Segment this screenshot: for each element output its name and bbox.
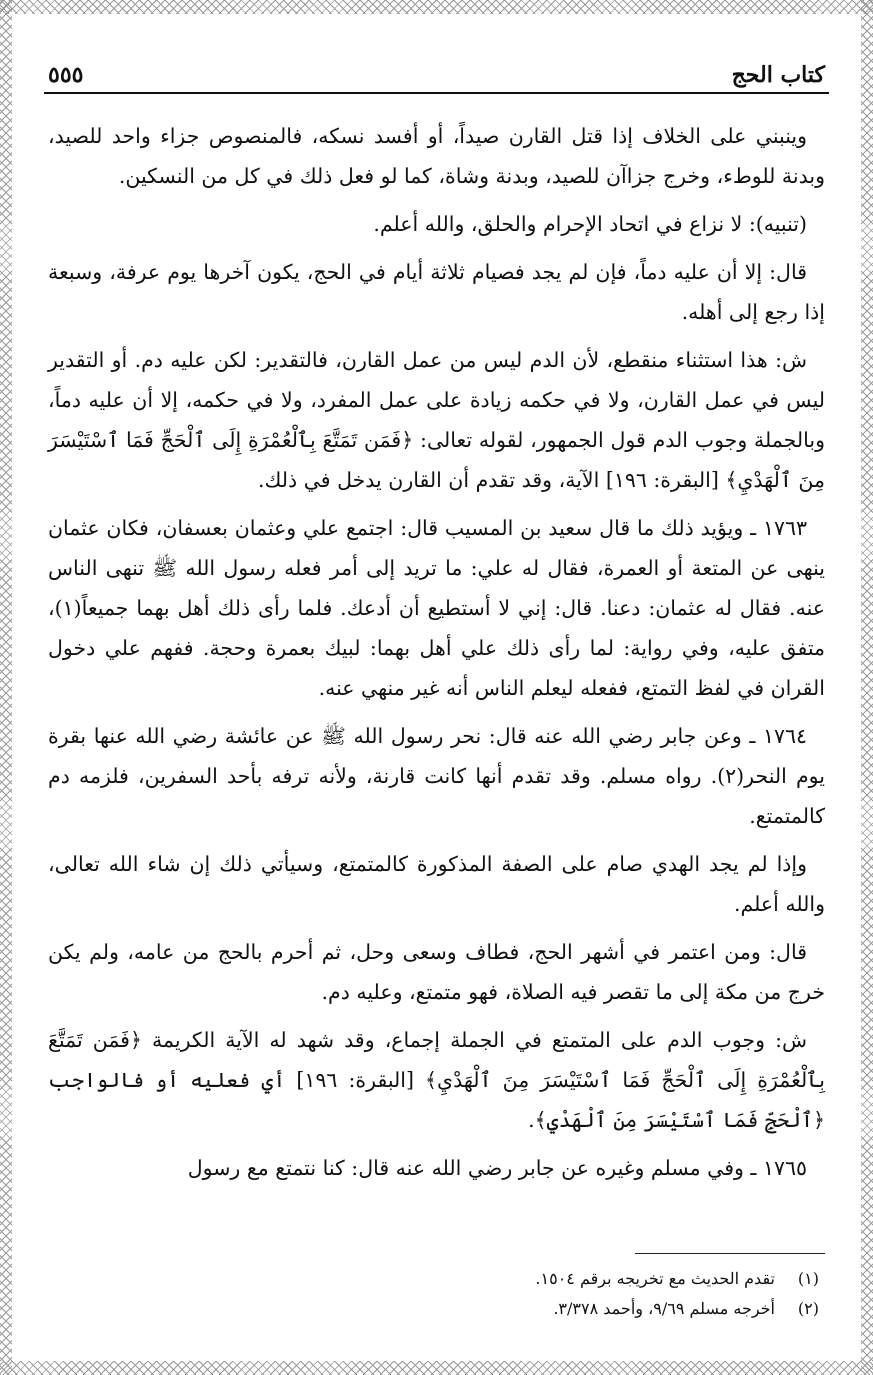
footnote-number: (١) [797,1269,819,1288]
decorative-border-left [0,0,12,1375]
footnote-number: (٢) [797,1299,819,1318]
page-header [44,48,829,94]
decorative-border-top [0,0,873,14]
decorative-border-right [861,0,873,1375]
footnote-divider [635,1253,825,1254]
paragraph: ١٧٦٤ ـ وعن جابر رضي الله عنه قال: نحر رسول الله ﷺ عن عائشة رضي الله عنها بقرة يوم النحر(٢). رواه مسلم. وقد تقدم أنها كانت قارنة، ولأنه ترفه بأحد السفرين، فلزمه دم كالمتمتع. [48,724,825,828]
footnote [44,1264,829,1294]
chapter-title: كتاب الحج [731,62,825,88]
footnote-text: تقدم الحديث مع تخريجه برقم ١٥٠٤. [535,1269,775,1288]
page-number: ٥٥٥ [48,62,84,88]
paragraph: قال: إلا أن عليه دماً، فإن لم يجد فصيام ثلاثة أيام في الحج، يكون آخرها يوم عرفة، وسبعة إذا رجع إلى أهله. [48,260,825,324]
page-body [44,116,829,1188]
footnote [44,1294,829,1324]
footnotes [44,1253,829,1324]
paragraph: قال: ومن اعتمر في أشهر الحج، فطاف وسعى وحل، ثم أحرم بالحج من عامه، ولم يكن خرج من مكة إلى ما تقصر فيه الصلاة، فهو متمتع، وعليه دم. [48,940,825,1004]
footnote-text: أخرجه مسلم ٩/٦٩، وأحمد ٣/٣٧٨. [553,1299,775,1318]
paragraph: ١٧٦٣ ـ ويؤيد ذلك ما قال سعيد بن المسيب قال: اجتمع علي وعثمان بعسفان، فكان عثمان ينهى عن المتعة أو العمرة، فقال له علي: ما تريد إلى أمر فعله رسول الله ﷺ تنهى الناس عنه. فقال له عثمان: دعنا. قال: إني لا أستطيع أن أدعك. فلما رأى ذلك أهل بهما جميعاً(١)، متفق عليه، وفي رواية: لما رأى ذلك علي أهل بهما: لبيك بعمرة وحجة. ففهم علي دخول القران في لفظ التمتع، ففعله ليعلم الناس أنه غير منهي عنه. [48,516,825,700]
paragraph: ش: هذا استثناء منقطع، لأن الدم ليس من عمل القارن، فالتقدير: لكن عليه دم. أو التقدير ليس في عمل القارن، ولا في حكمه زيادة على عمل المفرد، ولا في حكمه، إلا أن عليه دماً، وبالجملة وجوب الدم قول الجمهور، لقوله تعالى: ﴿فَمَن تَمَتَّعَ بِٱلْعُمْرَةِ إِلَى ٱلْحَجِّ فَمَا ٱسْتَيْسَرَ مِنَ ٱلْهَدْيِ﴾ [البقرة: ١٩٦] الآية، وقد تقدم أن القارن يدخل في ذلك. [48,348,825,492]
paragraph: ش: وجوب الدم على المتمتع في الجملة إجماع، وقد شهد له الآية الكريمة ﴿فَمَن تَمَتَّعَ بِٱلْعُمْرَةِ إِلَى ٱلْحَجِّ فَمَا ٱسْتَيْسَرَ مِنَ ٱلْهَدْيِ﴾ [البقرة: ١٩٦] أي فعليه أو فالواجب ﴿ٱلْحَجِّ فَمَا ٱسْتَيْسَرَ مِنَ ٱلْهَدْيِ﴾. [48,1028,825,1132]
book-page [44,48,829,1348]
paragraph: وينبني على الخلاف إذا قتل القارن صيداً، أو أفسد نسكه، فالمنصوص جزاء واحد للصيد، وبدنة للوطء، وخرج جزاآن للصيد، وبدنة وشاة، كما لو فعل ذلك في كل من النسكين. [48,124,825,188]
paragraph: (تنبيه): لا نزاع في اتحاد الإحرام والحلق، والله أعلم. [373,212,807,236]
paragraph: ١٧٦٥ ـ وفي مسلم وغيره عن جابر رضي الله عنه قال: كنا نتمتع مع رسول [187,1156,807,1180]
paragraph: وإذا لم يجد الهدي صام على الصفة المذكورة كالمتمتع، وسيأتي ذلك إن شاء الله تعالى، والله أعلم. [48,852,825,916]
decorative-border-bottom [0,1361,873,1375]
